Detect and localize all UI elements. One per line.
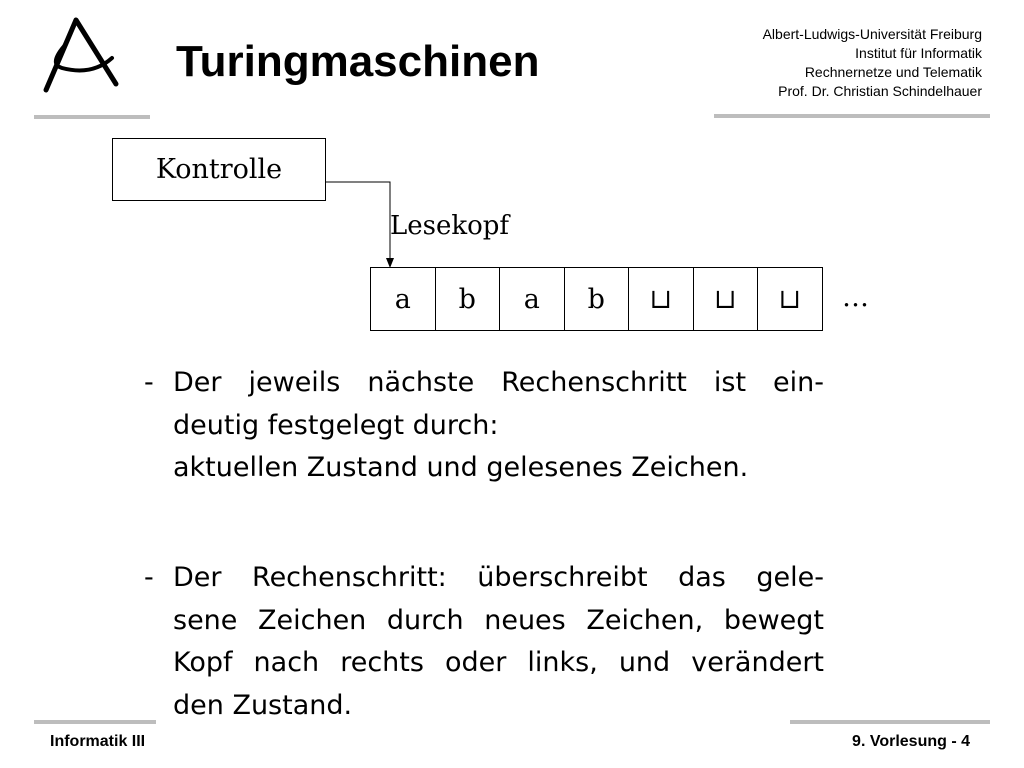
bullet-line: aktuellen Zustand und gelesenes Zeichen.	[173, 452, 749, 483]
tape-cell-blank: ⊔	[629, 268, 694, 330]
bullet-line: sene Zeichen durch neues Zeichen, bewegt	[173, 604, 824, 636]
institution-line: Prof. Dr. Christian Schindelhauer	[778, 83, 982, 99]
tape-cell: a	[500, 268, 565, 330]
bullet-line: Kopf nach rechts oder links, und verändert	[173, 647, 824, 678]
bullet-dash: -	[144, 562, 154, 593]
bullet-item	[144, 557, 824, 727]
read-head-label: Lesekopf	[390, 211, 510, 241]
bullet-line: den Zustand.	[173, 689, 353, 721]
institution-line: Institut für Informatik	[855, 45, 982, 61]
footer-course: Informatik III	[50, 733, 146, 750]
bullet-text	[173, 557, 824, 727]
bullet-item	[144, 362, 824, 490]
institution-line: Albert-Ludwigs-Universität Freiburg	[762, 26, 982, 42]
footer-page: 9. Vorlesung - 4	[852, 733, 970, 750]
bullet-dash: -	[144, 367, 154, 398]
tape-cell: b	[436, 268, 501, 330]
tape-cell: a	[371, 268, 436, 330]
bullet-line: deutig festgelegt durch:	[173, 409, 499, 441]
tape-cell-blank: ⊔	[694, 268, 759, 330]
slide-title: Turingmaschinen	[176, 37, 540, 86]
tape-cell: b	[565, 268, 630, 330]
tape-cell-blank: ⊔	[758, 268, 823, 330]
bullet-line: Der Rechenschritt: überschreibt das gele-	[173, 562, 824, 593]
footer-divider-left	[34, 720, 156, 724]
institution-line: Rechnernetze und Telematik	[804, 64, 982, 80]
control-label: Kontrolle	[155, 154, 283, 185]
tape	[370, 267, 823, 331]
control-box	[112, 138, 326, 201]
footer-divider-right	[790, 720, 990, 724]
bullet-text	[173, 362, 824, 490]
bullet-line: Der jeweils nächste Rechenschritt ist ein-	[173, 367, 824, 398]
tape-continuation: …	[842, 282, 873, 313]
